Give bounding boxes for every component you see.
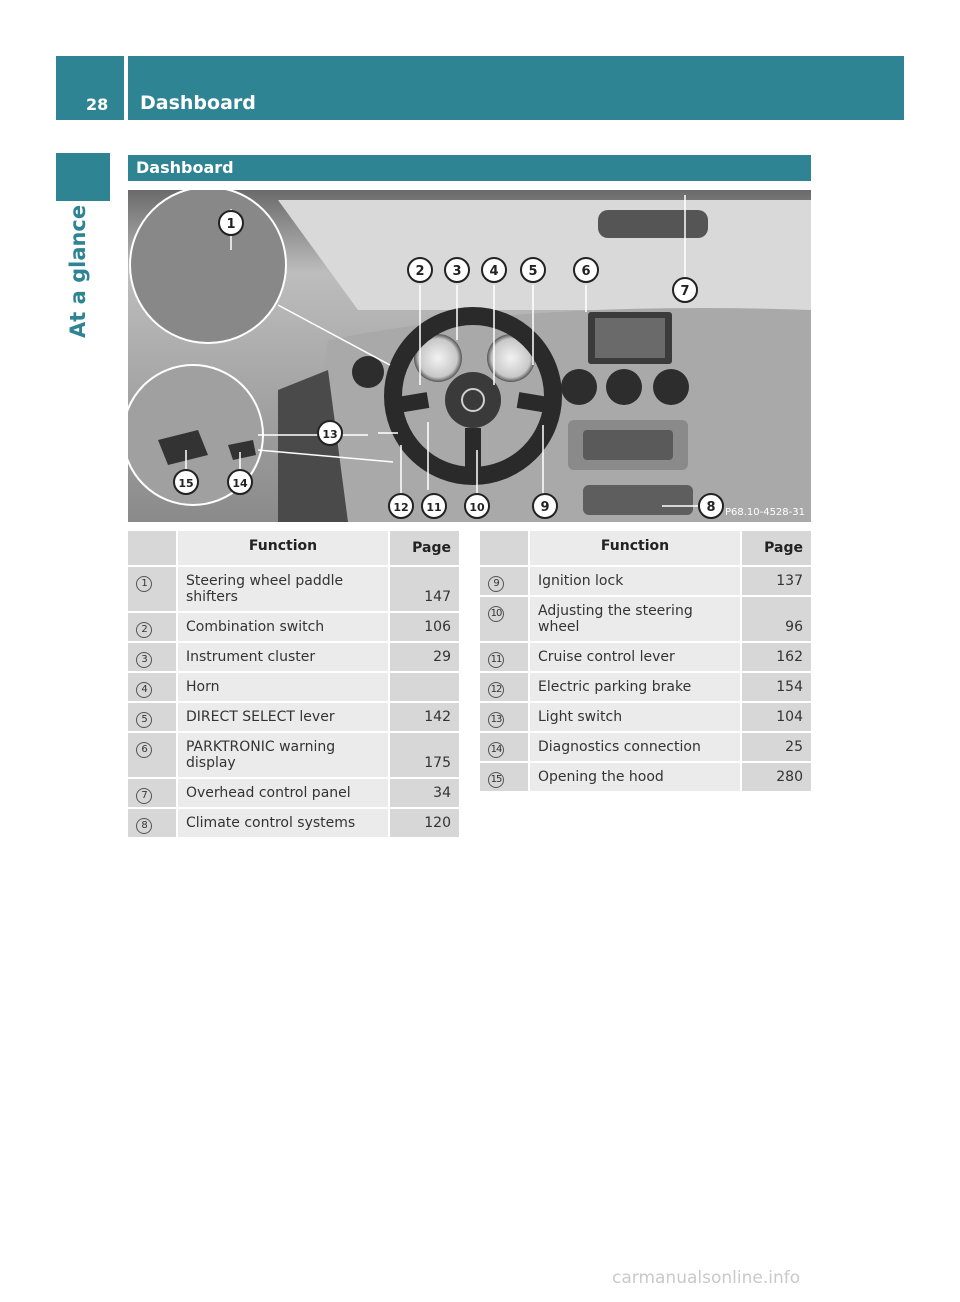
callout-9 (533, 494, 557, 518)
table-row (128, 809, 459, 839)
callout-label: 9 (540, 500, 550, 515)
page-cell: 34 (390, 779, 459, 807)
callout-label: 2 (415, 264, 425, 279)
header-function: Function (178, 531, 390, 565)
callout-15 (174, 470, 198, 494)
table-row (480, 567, 811, 597)
callout-label: 12 (393, 501, 409, 514)
page-number: 28 (86, 95, 109, 114)
callout-label: 15 (178, 477, 194, 490)
function-cell: PARKTRONIC warning display (178, 733, 390, 777)
table-header-row (480, 531, 811, 567)
function-cell: Cruise control lever (530, 643, 742, 671)
callout-number: 6 (136, 742, 152, 758)
header-title: Dashboard (140, 92, 256, 114)
callout-number: 11 (488, 652, 504, 668)
callout-label: 10 (469, 501, 485, 514)
side-tab-label: At a glance (66, 204, 90, 338)
function-cell: DIRECT SELECT lever (178, 703, 390, 731)
table-row (480, 643, 811, 673)
function-cell: Ignition lock (530, 567, 742, 595)
callout-label: 14 (232, 477, 248, 490)
function-cell: Overhead control panel (178, 779, 390, 807)
table-row (480, 703, 811, 733)
table-row (480, 673, 811, 703)
table-row (480, 763, 811, 793)
page-cell (390, 673, 459, 701)
dashboard-figure (128, 190, 811, 522)
callout-10 (465, 494, 489, 518)
page-cell: 106 (390, 613, 459, 641)
page-cell: 280 (742, 763, 811, 791)
function-table-left (128, 531, 459, 839)
function-cell: Light switch (530, 703, 742, 731)
callout-3 (445, 258, 469, 282)
callout-number: 8 (136, 818, 152, 834)
table-row (128, 643, 459, 673)
callout-number: 10 (488, 606, 504, 622)
callout-6 (574, 258, 598, 282)
header-page: Page (742, 531, 811, 565)
callout-14 (228, 470, 252, 494)
page-cell: 162 (742, 643, 811, 671)
dashboard-illustration (128, 190, 811, 522)
callout-number: 1 (136, 576, 152, 592)
function-table-right (480, 531, 811, 793)
callout-label: 11 (426, 501, 442, 514)
callout-label: 5 (528, 264, 538, 279)
callout-4 (482, 258, 506, 282)
callout-label: 7 (680, 284, 690, 299)
section-title: Dashboard (136, 158, 234, 177)
callout-8 (699, 494, 723, 518)
figure-code: P68.10-4528-31 (724, 507, 805, 518)
table-row (128, 613, 459, 643)
callout-label: 3 (452, 264, 462, 279)
function-cell: Climate control systems (178, 809, 390, 837)
function-cell: Opening the hood (530, 763, 742, 791)
callout-5 (521, 258, 545, 282)
function-cell: Adjusting the steering wheel (530, 597, 742, 641)
table-row (128, 703, 459, 733)
callout-label: 4 (489, 264, 499, 279)
function-cell: Combination switch (178, 613, 390, 641)
callout-12 (389, 494, 413, 518)
watermark: carmanualsonline.info (612, 1268, 801, 1288)
callout-13 (318, 421, 342, 445)
function-cell: Diagnostics connection (530, 733, 742, 761)
callout-number: 14 (488, 742, 504, 758)
function-cell: Horn (178, 673, 390, 701)
callout-2 (408, 258, 432, 282)
page-cell: 96 (742, 597, 811, 641)
callout-number: 15 (488, 772, 504, 788)
page-cell: 120 (390, 809, 459, 837)
side-tab-marker (56, 153, 110, 201)
function-cell: Instrument cluster (178, 643, 390, 671)
page-cell: 29 (390, 643, 459, 671)
function-cell: Steering wheel paddle shifters (178, 567, 390, 611)
callout-number: 7 (136, 788, 152, 804)
callout-label: 8 (706, 500, 716, 515)
callout-1 (219, 211, 243, 235)
page-cell: 25 (742, 733, 811, 761)
section-heading-bar (128, 155, 811, 181)
table-row (128, 673, 459, 703)
function-cell: Electric parking brake (530, 673, 742, 701)
callout-number: 12 (488, 682, 504, 698)
page-cell: 142 (390, 703, 459, 731)
page-number-box (56, 56, 124, 120)
page-cell: 147 (390, 567, 459, 611)
table-row (128, 733, 459, 779)
callout-number: 2 (136, 622, 152, 638)
page-cell: 104 (742, 703, 811, 731)
callout-number: 3 (136, 652, 152, 668)
table-row (480, 597, 811, 643)
callout-label: 13 (322, 428, 338, 441)
table-row (128, 567, 459, 613)
callout-number: 13 (488, 712, 504, 728)
callout-label: 6 (581, 264, 591, 279)
page-cell: 154 (742, 673, 811, 701)
callout-number: 9 (488, 576, 504, 592)
callout-11 (422, 494, 446, 518)
page-cell: 175 (390, 733, 459, 777)
header-page: Page (390, 531, 459, 565)
callout-number: 4 (136, 682, 152, 698)
callout-7 (673, 278, 697, 302)
header-bar (128, 56, 904, 120)
table-header-row (128, 531, 459, 567)
callout-label: 1 (226, 217, 236, 232)
callout-number: 5 (136, 712, 152, 728)
table-row (128, 779, 459, 809)
table-row (480, 733, 811, 763)
side-tab (66, 200, 96, 340)
page-cell: 137 (742, 567, 811, 595)
header-function: Function (530, 531, 742, 565)
